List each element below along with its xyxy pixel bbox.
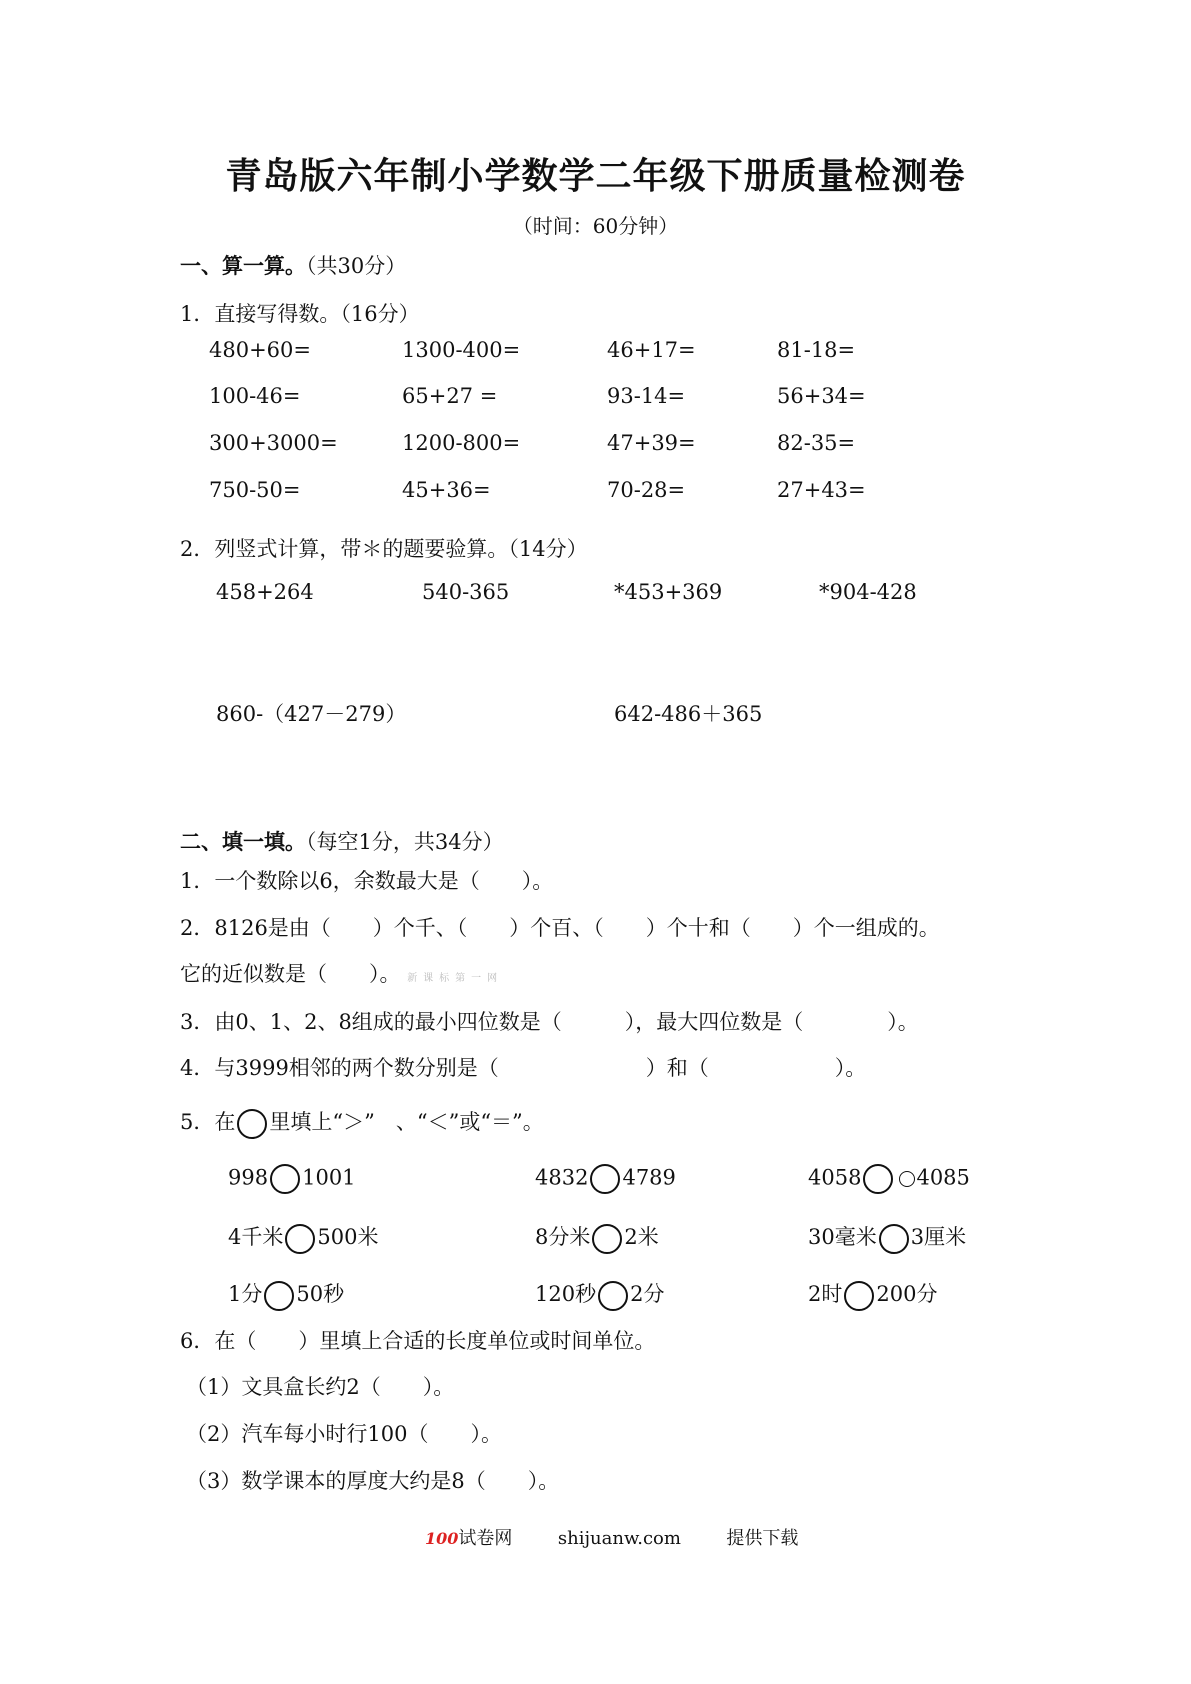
comparison-left: 4058 — [808, 1165, 862, 1190]
comparison-left: 4832 — [535, 1165, 589, 1190]
comparison-right: 200分 — [876, 1282, 938, 1306]
site-name: 试卷网 — [458, 1528, 513, 1549]
question-1-1-label: 1．直接写得数。（16分） — [180, 302, 420, 326]
vertical-calc-item: 540-365 — [422, 580, 510, 604]
calc-item: 82-35= — [777, 431, 856, 455]
comparison-item — [808, 1278, 937, 1311]
comparison-item — [535, 1221, 659, 1254]
calc-item: 100-46= — [209, 384, 301, 408]
calc-item: 81-18= — [777, 338, 856, 362]
vertical-calc-item: 642-486＋365 — [614, 702, 763, 726]
comparison-right: 3厘米 — [910, 1225, 967, 1249]
vertical-calc-item: 458+264 — [216, 580, 314, 604]
calc-item: 56+34= — [777, 384, 866, 408]
comparison-item — [535, 1278, 664, 1311]
section-1-heading — [180, 250, 406, 280]
calc-item: 70-28= — [607, 478, 686, 502]
footer — [425, 1524, 798, 1550]
site-logo: 100 — [425, 1529, 459, 1548]
calc-item: 65+27 = — [402, 384, 498, 408]
calc-item: 47+39= — [607, 431, 696, 455]
section-1-score: （共30分） — [306, 254, 407, 278]
comparison-item — [228, 1164, 356, 1194]
question-2-2-continued — [180, 958, 503, 988]
comparison-left: 998 — [228, 1165, 269, 1190]
calc-item: 93-14= — [607, 384, 686, 408]
site-url[interactable]: shijuanw.com — [557, 1528, 681, 1549]
vertical-calc-item: *453+369 — [614, 580, 723, 604]
comparison-item — [535, 1164, 676, 1194]
comparison-item — [228, 1221, 378, 1254]
comparison-left: 1分 — [228, 1282, 263, 1306]
watermark: 新课标第一网 — [407, 973, 504, 984]
answer-circle[interactable] — [879, 1224, 909, 1254]
page-title: 青岛版六年制小学数学二年级下册质量检测卷 — [225, 155, 966, 197]
question-2-6-item: （2）汽车每小时行100（ ）。 — [186, 1422, 502, 1446]
answer-circle[interactable] — [844, 1281, 874, 1311]
calc-item: 45+36= — [402, 478, 491, 502]
exam-time: （时间：60分钟） — [512, 214, 679, 238]
answer-circle[interactable] — [863, 1164, 893, 1194]
question-2-6-label: 6．在（ ）里填上合适的长度单位或时间单位。 — [180, 1329, 656, 1353]
question-2-3: 3．由0、1、2、8组成的最小四位数是（ ），最大四位数是（ ）。 — [180, 1010, 919, 1034]
calc-item: 1300-400= — [402, 338, 521, 362]
section-2-score: （每空1分，共34分） — [306, 830, 504, 854]
calc-item: 1200-800= — [402, 431, 521, 455]
comparison-right: 2米 — [624, 1225, 659, 1249]
question-2-2-text: 它的近似数是（ ）。 — [180, 962, 401, 986]
calc-item: 300+3000= — [209, 431, 338, 455]
question-2-5-suffix: 里填上“＞” 、“＜”或“＝”。 — [269, 1110, 544, 1134]
comparison-right: 50秒 — [296, 1282, 345, 1306]
section-1-title: 一、算一算。 — [180, 253, 306, 278]
comparison-item — [808, 1164, 970, 1194]
vertical-calc-item: *904-428 — [819, 580, 917, 604]
question-2-4: 4．与3999相邻的两个数分别是（ ）和（ ）。 — [180, 1056, 867, 1080]
answer-circle[interactable] — [598, 1281, 628, 1311]
calc-item: 46+17= — [607, 338, 696, 362]
question-2-6-item: （1）文具盒长约2（ ）。 — [186, 1375, 455, 1399]
vertical-calc-item: 860-（427－279） — [216, 702, 407, 726]
section-2-title: 二、填一填。 — [180, 829, 306, 854]
comparison-left: 120秒 — [535, 1282, 597, 1306]
calc-item: 750-50= — [209, 478, 301, 502]
question-2-6-item: （3）数学课本的厚度大约是8（ ）。 — [186, 1469, 560, 1493]
comparison-left: 8分米 — [535, 1225, 591, 1249]
question-2-5-label — [180, 1106, 544, 1139]
question-2-2: 2．8126是由（ ）个千、（ ）个百、（ ）个十和（ ）个一组成的。 — [180, 916, 940, 940]
comparison-right: 1001 — [302, 1165, 356, 1190]
comparison-right: 500米 — [317, 1225, 379, 1249]
answer-circle[interactable] — [285, 1224, 315, 1254]
answer-circle[interactable] — [264, 1281, 294, 1311]
small-circle-icon — [899, 1171, 915, 1187]
comparison-item — [808, 1221, 966, 1254]
question-2-1: 1．一个数除以6，余数最大是（ ）。 — [180, 869, 554, 893]
answer-circle[interactable] — [590, 1164, 620, 1194]
comparison-left: 2时 — [808, 1282, 843, 1306]
section-2-heading — [180, 826, 504, 856]
comparison-item — [228, 1278, 344, 1311]
footer-tail: 提供下载 — [726, 1528, 799, 1549]
comparison-right: 4085 — [916, 1165, 970, 1190]
question-2-5-prefix: 5．在 — [180, 1110, 236, 1134]
comparison-left: 30毫米 — [808, 1225, 877, 1249]
comparison-right: 2分 — [630, 1282, 665, 1306]
circle-icon — [237, 1109, 267, 1139]
comparison-left: 4千米 — [228, 1225, 284, 1249]
question-1-2-label: 2．列竖式计算，带＊的题要验算。（14分） — [180, 537, 588, 561]
comparison-right: 4789 — [622, 1165, 676, 1190]
answer-circle[interactable] — [592, 1224, 622, 1254]
calc-item: 480+60= — [209, 338, 311, 362]
calc-item: 27+43= — [777, 478, 866, 502]
answer-circle[interactable] — [270, 1164, 300, 1194]
